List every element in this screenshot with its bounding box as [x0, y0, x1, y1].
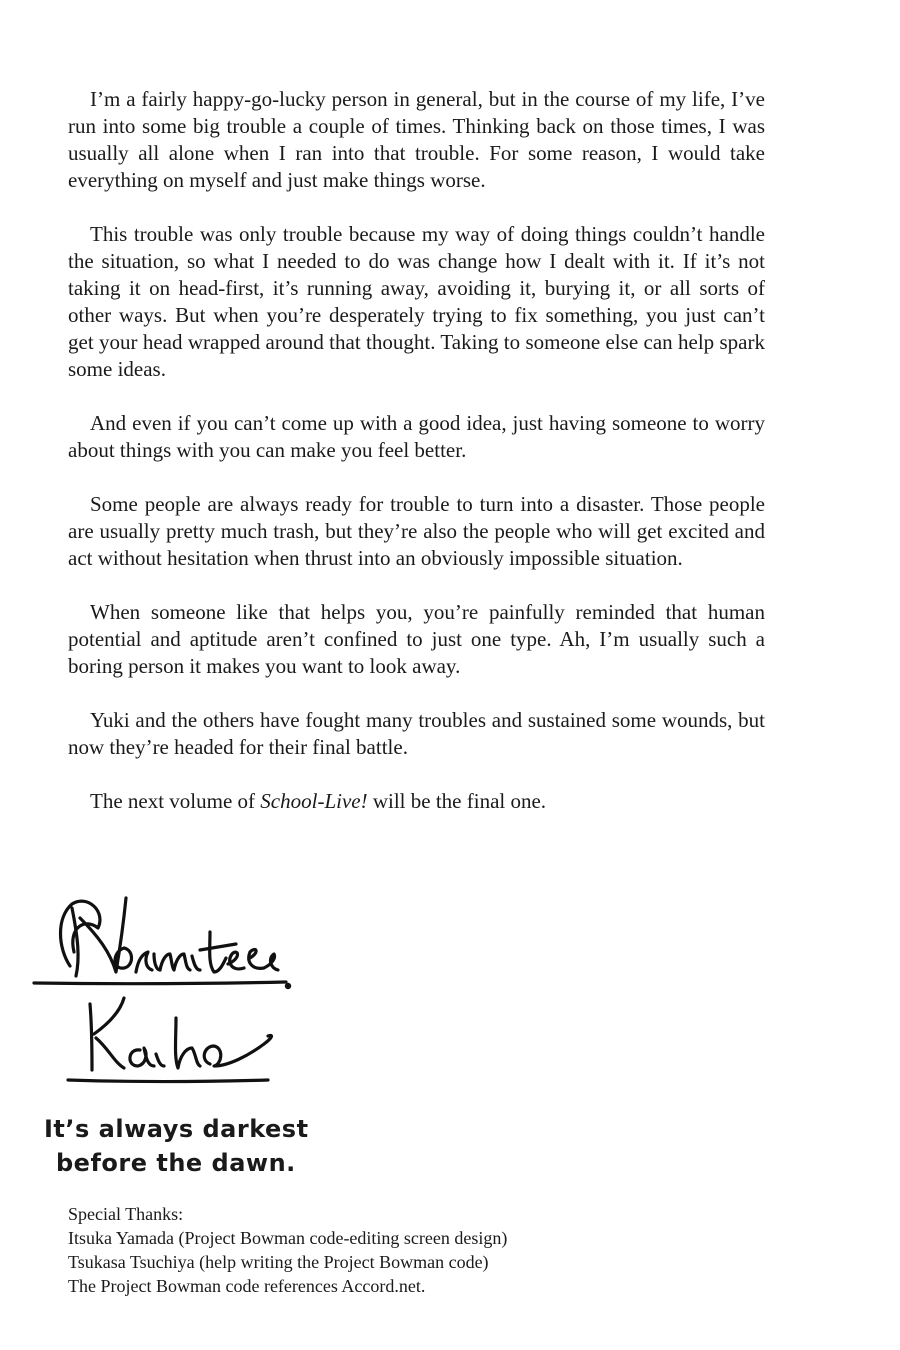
motto-line-2: before the dawn. — [56, 1149, 296, 1177]
paragraph: This trouble was only trouble because my way of doing things couldn’t handle the situation, so what I needed to do was change how I dealt with it. If it’s not taking it on head-first, it’s running away, avoiding it, burying it, or all sorts of other ways. But when you’re desperately trying to fix something, you just can’t get your head wrapped around that thought. Taking to someone else can help spark some ideas. — [68, 222, 765, 381]
afterword-body — [68, 86, 765, 815]
final-paragraph — [68, 788, 765, 815]
handwritten-motto — [44, 1112, 309, 1180]
thanks-heading: Special Thanks: — [68, 1204, 184, 1224]
series-title: School-Live! — [260, 789, 368, 813]
paragraph: Yuki and the others have fought many troubles and sustained some wounds, but now they’re headed for their final battle. — [68, 708, 765, 759]
thanks-line: Itsuka Yamada (Project Bowman code-editing screen design) — [68, 1228, 508, 1248]
paragraph: Some people are always ready for trouble to turn into a disaster. Those people are usually pretty much trash, but they’re also the people who will get excited and act without hesitation when thrust into an obviously impossible situation. — [68, 492, 765, 570]
thanks-line: Tsukasa Tsuchiya (help writing the Project Bowman code) — [68, 1252, 489, 1272]
final-text-before: The next volume of — [90, 789, 261, 813]
author-signature — [28, 888, 308, 1093]
thanks-line: The Project Bowman code references Accord.net. — [68, 1276, 426, 1296]
paragraph: I’m a fairly happy-go-lucky person in general, but in the course of my life, I’ve run into some big trouble a couple of times. Thinking back on those times, I was usually all alone when I ran into that trouble. For some reason, I would take everything on myself and just make things worse. — [68, 87, 765, 192]
paragraph: And even if you can’t come up with a good idea, just having someone to worry about things with you can make you feel better. — [68, 411, 765, 462]
paragraph: When someone like that helps you, you’re painfully reminded that human potential and aptitude aren’t confined to just one type. Ah, I’m usually such a boring person it makes you want to look away. — [68, 600, 765, 678]
final-text-after: will be the final one. — [367, 789, 547, 813]
motto-line-1: It’s always darkest — [44, 1115, 309, 1143]
special-thanks — [68, 1202, 507, 1298]
